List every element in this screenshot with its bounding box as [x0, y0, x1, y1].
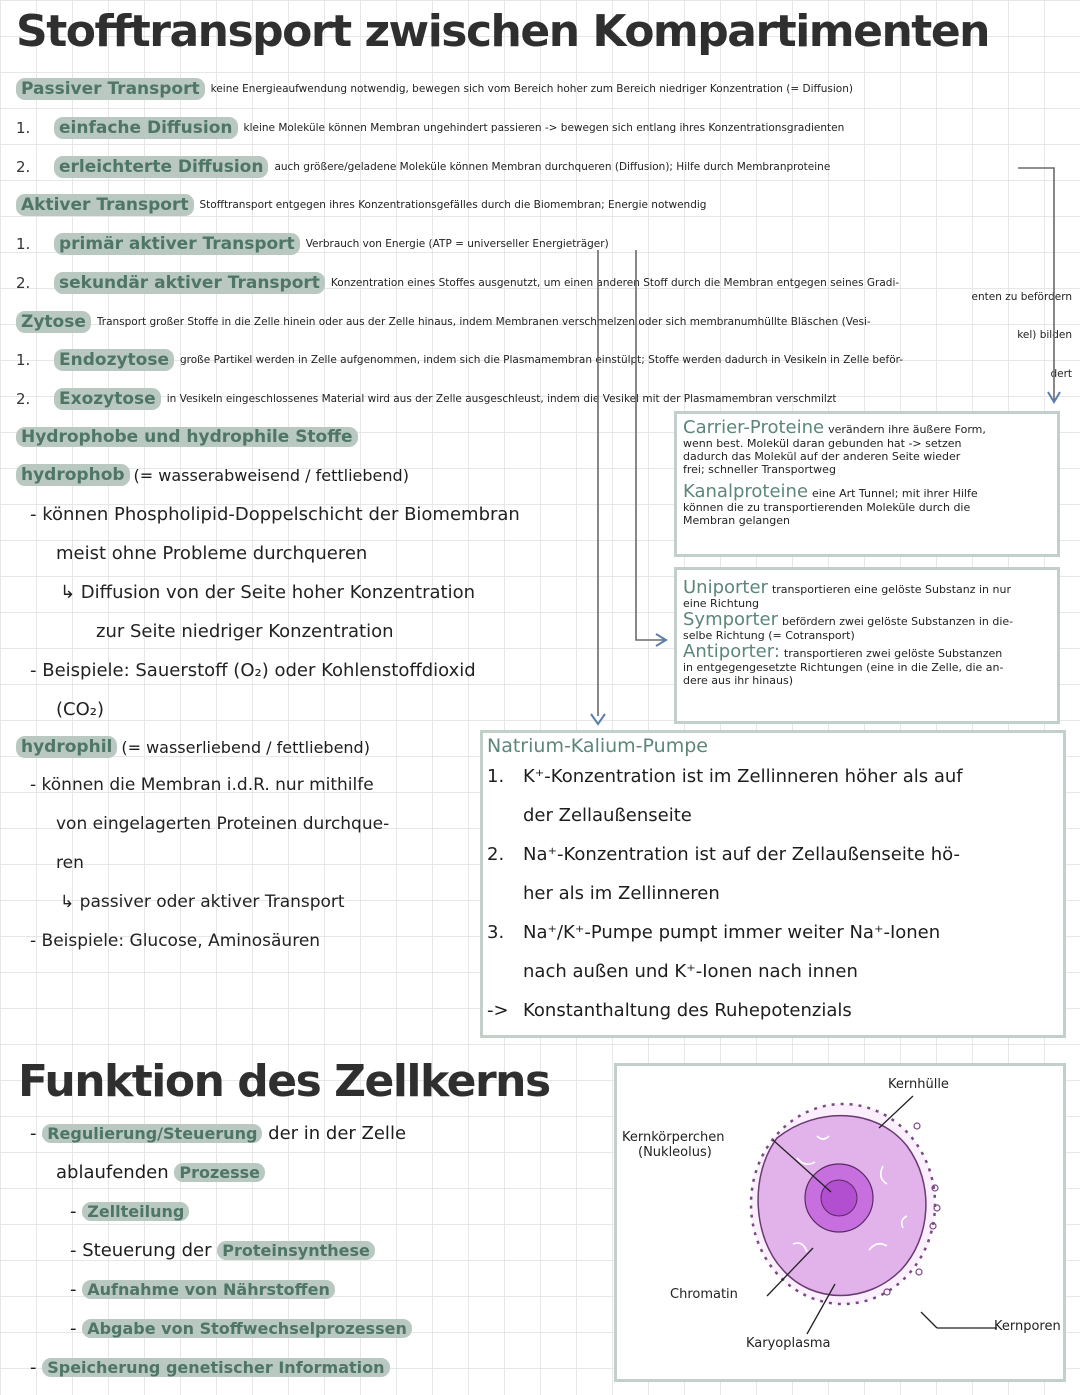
label-nukleolus: Kernkörperchen	[622, 1130, 725, 1145]
label-karyoplasma: Karyoplasma	[746, 1336, 831, 1351]
pump-title: Natrium-Kalium-Pumpe	[487, 735, 708, 757]
passive-item-1: 1. einfache Diffusion kleine Moleküle können Membran ungehindert passieren -> bewegen sich entlang ihres Konzentrationsgradienten	[16, 118, 845, 138]
hydrophil-heading: hydrophil (= wasserliebend / fettliebend)	[16, 736, 370, 758]
passive-transport-desc: keine Energieaufwendung notwendig, bewegen sich vom Bereich hoher zum Bereich niedriger Konzentration (= Diffusion)	[210, 83, 853, 95]
label-kernhuelle: Kernhülle	[888, 1077, 949, 1092]
pump-line-num: 3.	[487, 922, 505, 943]
pump-line-text: Konstanthaltung des Ruhepotenzials	[523, 1000, 852, 1021]
nk-speicherung: - Speicherung genetischer Information	[30, 1356, 390, 1380]
primary-active-label: primär aktiver Transport	[54, 233, 300, 255]
zytose-row: Zytose Transport großer Stoffe in die Zelle hinein oder aus der Zelle hinaus, indem Membranen verschmelzen oder sich membranumhüllte Bläschen (Vesi-	[16, 311, 871, 333]
phob-line-5: - Beispiele: Sauerstoff (O₂) oder Kohlenstoffdioxid	[30, 660, 476, 681]
phil-line-2: von eingelagerten Proteinen durchque-	[56, 814, 390, 834]
endozytose-label: Endozytose	[54, 349, 174, 371]
uniporter-term: Uniporter	[683, 577, 768, 598]
nucleus-diagram	[617, 1066, 1057, 1373]
pump-line-text: K⁺-Konzentration ist im Zellinneren höher als auf	[523, 766, 963, 787]
phil-line-1: - können die Membran i.d.R. nur mithilfe	[30, 775, 374, 795]
nucleus-diagram-box	[614, 1063, 1066, 1382]
symporter-term: Symporter	[683, 609, 778, 630]
secondary-active-label: sekundär aktiver Transport	[54, 272, 325, 294]
label-nukleolus-paren: (Nukleolus)	[638, 1145, 712, 1160]
nk-regulation-cont: ablaufenden Prozesse	[56, 1161, 265, 1185]
pump-line-num: ->	[487, 1000, 509, 1021]
box-porters: Uniporter transportieren eine gelöste Substanz in nur eine Richtung Symporter befördern zwei gelöste Substanzen in die- selbe Richtung (= Cotransport) Antiporter: transportieren zwei gelöste Substanzen in entgegengesetzte Richtungen (eine in die Zelle, die an- dere aus ihr hinaus)	[674, 567, 1060, 724]
carrier-term: Carrier-Proteine	[683, 417, 825, 438]
box-membrane-proteins: Carrier-Proteine verändern ihre äußere Form, wenn best. Molekül daran gebunden hat -> setzen dadurch das Molekül auf der anderen Seite wieder frei; schneller Transportweg Kanalproteine eine Art Tunnel; mit ihrer Hilfe können die zu transportierenden Moleküle durch die Membran gelangen	[674, 411, 1060, 557]
active-item-1: 1. primär aktiver Transport Verbrauch von Energie (ATP = universeller Energieträger)	[16, 234, 609, 254]
zytose-item-1: 1. Endozytose große Partikel werden in Zelle aufgenommen, indem sich die Plasmamembran einstülpt; Stoffe werden dadurch in Vesikeln in Zelle beför-	[16, 350, 904, 370]
pump-line-text: Na⁺-Konzentration ist auf der Zellaußenseite hö-	[523, 844, 960, 865]
passive-item-2: 2. erleichterte Diffusion auch größere/geladene Moleküle können Membran durchqueren (Diffusion); Hilfe durch Membranproteine	[16, 157, 831, 177]
hydro-heading: Hydrophobe und hydrophile Stoffe	[16, 426, 358, 448]
pump-line-text: her als im Zellinneren	[523, 883, 720, 904]
hydrophob-heading: hydrophob (= wasserabweisend / fettliebend)	[16, 464, 409, 486]
active-transport-label: Aktiver Transport	[16, 194, 194, 216]
zytose-item-2: 2. Exozytose in Vesikeln eingeschlossenes Material wird aus der Zelle ausgeschleust, indem die Vesikel mit der Plasmamembran verschmilzt	[16, 389, 837, 409]
nucleus-shape	[751, 1104, 940, 1304]
phil-line-3: ren	[56, 853, 84, 873]
label-kernporen: Kernporen	[994, 1319, 1061, 1334]
kanal-term: Kanalproteine	[683, 481, 809, 502]
label-chromatin: Chromatin	[670, 1287, 738, 1302]
nk-proteinsynthese: - Steuerung der Proteinsynthese	[70, 1239, 375, 1263]
pump-line-text: der Zellaußenseite	[523, 805, 692, 826]
active-transport-row: Aktiver Transport Stofftransport entgegen ihres Konzentrationsgefälles durch die Biomembran; Energie notwendig	[16, 194, 706, 216]
pump-line-num: 2.	[487, 844, 505, 865]
antiporter-term: Antiporter:	[683, 641, 780, 662]
nk-naehrstoffe: - Aufnahme von Nährstoffen	[70, 1278, 335, 1302]
bracket-to-carrier	[1018, 168, 1054, 400]
facilitated-diffusion-label: erleichterte Diffusion	[54, 156, 268, 178]
line-to-porters	[636, 250, 664, 640]
section2-title: Funktion des Zellkerns	[18, 1056, 550, 1107]
phob-line-1: - können Phospholipid-Doppelschicht der Biomembran	[30, 504, 520, 525]
phob-line-6: (CO₂)	[56, 699, 104, 720]
phob-line-4: zur Seite niedriger Konzentration	[96, 621, 394, 642]
nucleolus-core	[821, 1180, 857, 1216]
passive-transport-label: Passiver Transport	[16, 78, 205, 100]
pump-line-num: 1.	[487, 766, 505, 787]
pump-line-text: nach außen und K⁺-Ionen nach innen	[523, 961, 858, 982]
exozytose-label: Exozytose	[54, 388, 161, 410]
pump-line-text: Na⁺/K⁺-Pumpe pumpt immer weiter Na⁺-Ionen	[523, 922, 941, 943]
active-item-2: 2. sekundär aktiver Transport Konzentration eines Stoffes ausgenutzt, um einen anderen Stoff durch die Membran entgegen seines Gradi-	[16, 273, 900, 293]
page-title: Stofftransport zwischen Kompartimenten	[16, 6, 989, 57]
nk-stoffwechsel: - Abgabe von Stoffwechselprozessen	[70, 1317, 412, 1341]
phob-line-3: ↳ Diffusion von der Seite hoher Konzentration	[60, 582, 476, 603]
nk-regulation: - Regulierung/Steuerung der in der Zelle	[30, 1123, 407, 1144]
simple-diffusion-label: einfache Diffusion	[54, 117, 238, 139]
phob-line-2: meist ohne Probleme durchqueren	[56, 543, 368, 564]
nk-zellteilung: - Zellteilung	[70, 1200, 189, 1224]
phil-line-5: - Beispiele: Glucose, Aminosäuren	[30, 931, 321, 951]
zytose-label: Zytose	[16, 311, 91, 333]
phil-line-4: ↳ passiver oder aktiver Transport	[60, 892, 345, 912]
